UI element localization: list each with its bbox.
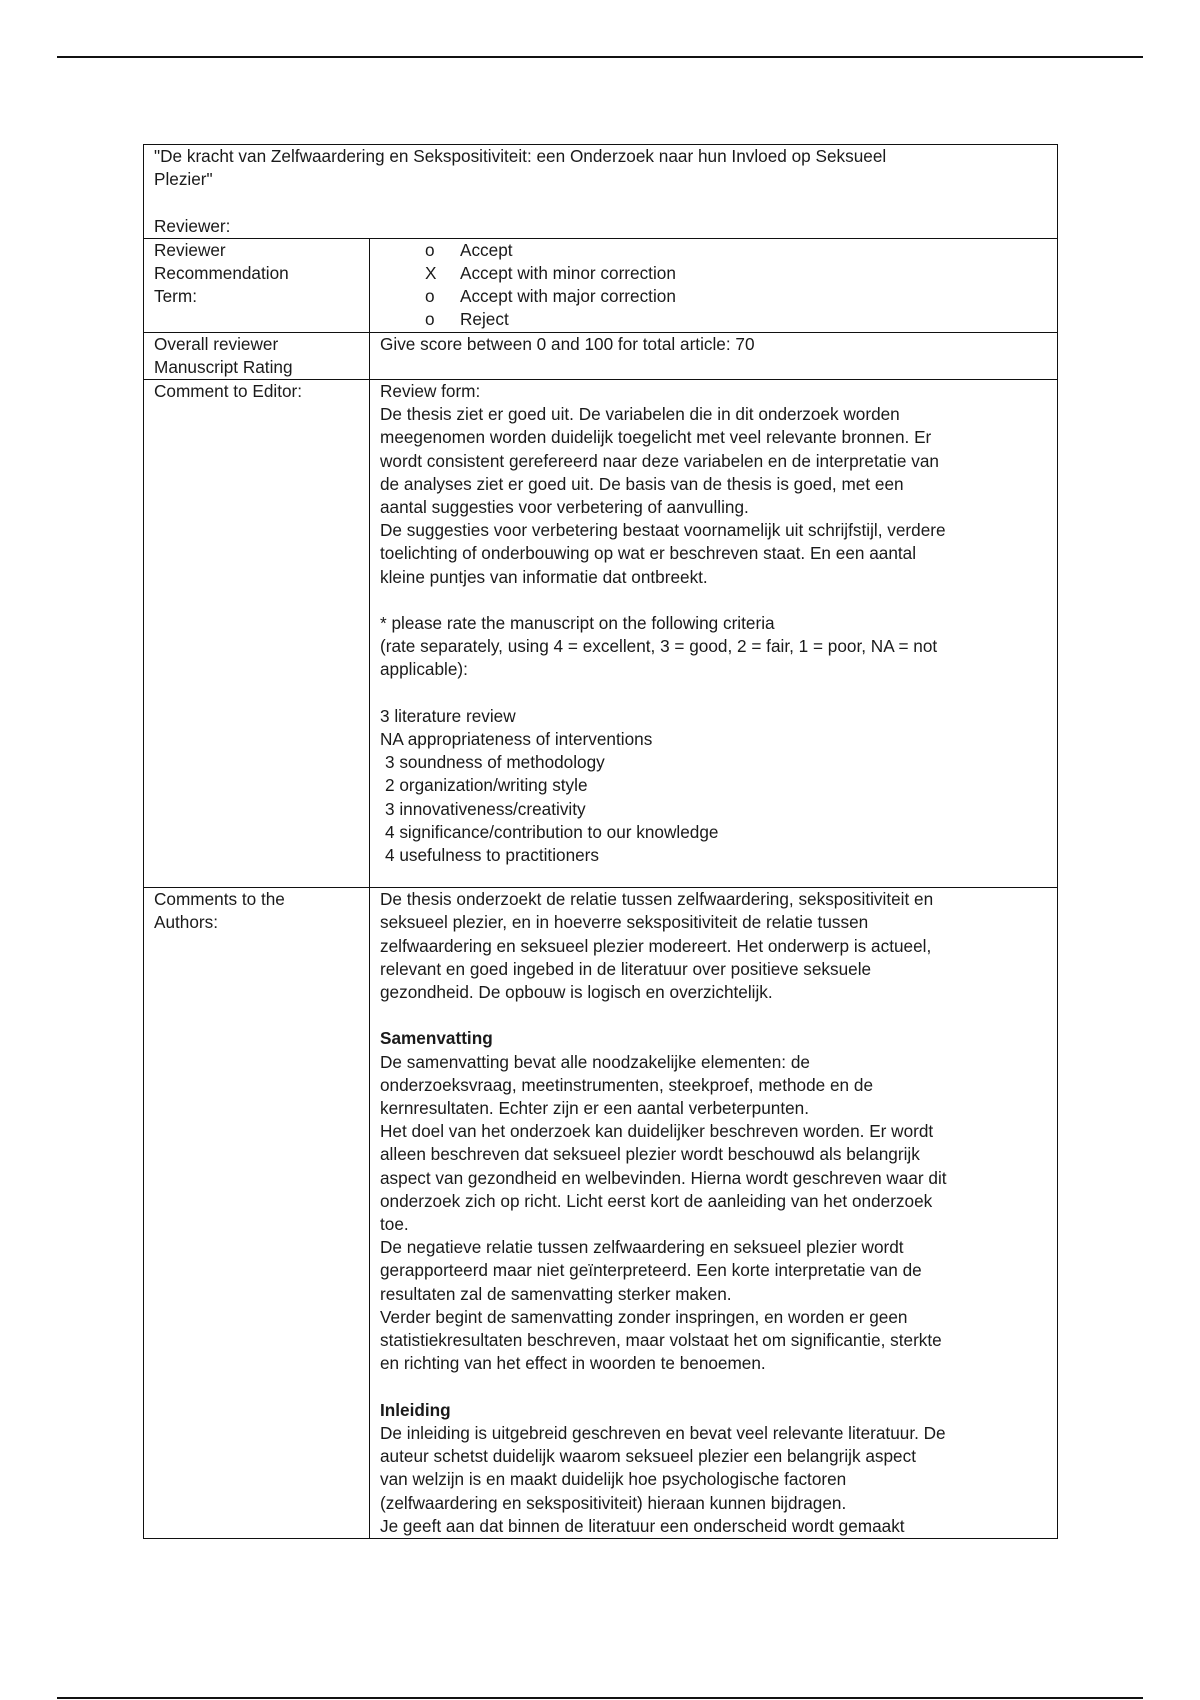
inleiding-line: Je geeft aan dat binnen de literatuur een onderscheid wordt gemaakt — [380, 1515, 905, 1536]
option-text: Accept with minor correction — [460, 263, 676, 283]
criteria-item: 3 literature review — [380, 705, 516, 726]
criteria-item: 3 innovativeness/creativity — [385, 798, 586, 819]
rating-row — [144, 332, 1058, 379]
editor-line: de analyses ziet er goed uit. De basis van de thesis is goed, met een — [380, 473, 904, 494]
option-mark: X — [425, 263, 437, 283]
manuscript-title-line-2: Plezier" — [154, 169, 213, 190]
authors-comment-row — [144, 888, 1058, 1539]
criteria-item: 4 usefulness to practitioners — [385, 845, 600, 866]
rating-label — [144, 332, 370, 379]
option-mark: o — [425, 309, 435, 330]
title-row — [144, 145, 1058, 239]
recommendation-label-line: Recommendation — [154, 263, 289, 283]
editor-line: wordt consistent gerefereerd naar deze variabelen en de interpretatie van — [380, 450, 939, 471]
criteria-item: 2 organization/writing style — [385, 775, 588, 796]
criteria-intro-line: (rate separately, using 4 = excellent, 3 = good, 2 = fair, 1 = poor, NA = not — [380, 636, 938, 657]
summary-heading: Samenvatting — [380, 1028, 493, 1049]
rating-label-line: Overall reviewer — [154, 333, 279, 354]
recommendation-label-line: Term: — [154, 286, 197, 307]
option-text: Accept with major correction — [460, 286, 676, 307]
editor-line: toelichting of onderbouwing op wat er beschreven staat. En een aantal — [380, 543, 917, 564]
rating-value-cell — [370, 332, 1058, 379]
criteria-item: 4 significance/contribution to our knowledge — [385, 821, 719, 842]
summary-line: De samenvatting bevat alle noodzakelijke elementen: de — [380, 1051, 810, 1072]
inleiding-line: De inleiding is uitgebreid geschreven en bevat veel relevante literatuur. De — [380, 1422, 946, 1443]
option-mark: o — [425, 286, 435, 307]
summary-line: toe. — [380, 1214, 409, 1235]
review-form-table — [143, 144, 1058, 1539]
authors-intro-line: seksueel plezier, en in hoeverre sekspositiviteit de relatie tussen — [380, 912, 869, 933]
manuscript-title-line-1: "De kracht van Zelfwaardering en Sekspositiviteit: een Onderzoek naar hun Invloed op Seksueel — [154, 146, 887, 166]
authors-intro-line: zelfwaardering en seksueel plezier modereert. Het onderwerp is actueel, — [380, 935, 932, 956]
option-mark: o — [425, 239, 435, 260]
inleiding-line: van welzijn is en maakt duidelijk hoe psychologische factoren — [380, 1469, 847, 1490]
editor-comment-label — [144, 380, 370, 888]
inleiding-heading: Inleiding — [380, 1399, 451, 1420]
summary-line: onderzoek zich op richt. Licht eerst kort de aanleiding van het onderzoek — [380, 1190, 933, 1211]
summary-line: gerapporteerd maar niet geïnterpreteerd. Een korte interpretatie van de — [380, 1260, 922, 1281]
summary-line: kernresultaten. Echter zijn er een aantal verbeterpunten. — [380, 1098, 809, 1119]
authors-comment-label — [144, 888, 370, 1539]
rating-text: Give score between 0 and 100 for total article: 70 — [380, 333, 755, 354]
editor-line: meegenomen worden duidelijk toegelicht met veel relevante bronnen. Er — [380, 427, 932, 448]
summary-line: Verder begint de samenvatting zonder inspringen, en worden er geen — [380, 1306, 908, 1327]
option-text: Reject — [460, 309, 509, 330]
authors-comment-cell — [370, 888, 1058, 1539]
inleiding-line: auteur schetst duidelijk waarom seksueel plezier een belangrijk aspect — [380, 1446, 916, 1467]
criteria-item: 3 soundness of methodology — [385, 752, 605, 773]
summary-line: en richting van het effect in woorden te benoemen. — [380, 1353, 766, 1374]
summary-line: resultaten zal de samenvatting sterker maken. — [380, 1283, 732, 1304]
summary-line: De negatieve relatie tussen zelfwaardering en seksueel plezier wordt — [380, 1237, 904, 1258]
authors-intro-line: relevant en goed ingebed in de literatuur over positieve seksuele — [380, 958, 872, 979]
inleiding-line: (zelfwaardering en sekspositiviteit) hieraan kunnen bijdragen. — [380, 1492, 847, 1513]
option-accept — [425, 239, 1049, 262]
editor-comment-row — [144, 380, 1058, 888]
recommendation-row — [144, 238, 1058, 332]
summary-line: alleen beschreven dat seksueel plezier wordt beschouwd als belangrijk — [380, 1144, 920, 1165]
editor-line: Review form: — [380, 381, 481, 402]
summary-line: Het doel van het onderzoek kan duidelijker beschreven worden. Er wordt — [380, 1121, 934, 1142]
authors-intro-line: gezondheid. De opbouw is logisch en overzichtelijk. — [380, 982, 773, 1003]
summary-line: onderzoeksvraag, meetinstrumenten, steekproef, methode en de — [380, 1074, 873, 1095]
editor-label-text: Comment to Editor: — [154, 381, 303, 402]
header-rule — [57, 56, 1143, 58]
recommendation-label-line: Reviewer — [154, 239, 226, 260]
recommendation-options — [370, 238, 1058, 332]
summary-line: statistiekresultaten beschreven, maar volstaat het om significantie, sterkte — [380, 1330, 942, 1351]
authors-label-line: Authors: — [154, 912, 219, 933]
recommendation-label — [144, 238, 370, 332]
option-reject — [425, 308, 1049, 331]
reviewer-label: Reviewer: — [154, 215, 231, 236]
footer-rule — [57, 1697, 1143, 1699]
option-text: Accept — [460, 239, 513, 260]
title-cell — [144, 145, 1058, 239]
criteria-intro-line: * please rate the manuscript on the following criteria — [380, 613, 775, 634]
editor-line: De suggesties voor verbetering bestaat voornamelijk uit schrijfstijl, verdere — [380, 520, 946, 541]
criteria-item: NA appropriateness of interventions — [380, 729, 653, 750]
criteria-intro-line: applicable): — [380, 659, 468, 680]
editor-line: De thesis ziet er goed uit. De variabelen die in dit onderzoek worden — [380, 404, 900, 425]
authors-label-line: Comments to the — [154, 889, 285, 910]
option-accept-major — [425, 285, 1049, 308]
option-accept-minor — [425, 262, 1049, 285]
authors-intro-line: De thesis onderzoekt de relatie tussen zelfwaardering, sekspositiviteit en — [380, 889, 934, 910]
summary-line: aspect van gezondheid en welbevinden. Hierna wordt geschreven waar dit — [380, 1167, 947, 1188]
editor-line: aantal suggesties voor verbetering of aanvulling. — [380, 497, 749, 518]
editor-line: kleine puntjes van informatie dat ontbreekt. — [380, 566, 708, 587]
editor-comment-cell — [370, 380, 1058, 888]
rating-label-line: Manuscript Rating — [154, 356, 293, 377]
